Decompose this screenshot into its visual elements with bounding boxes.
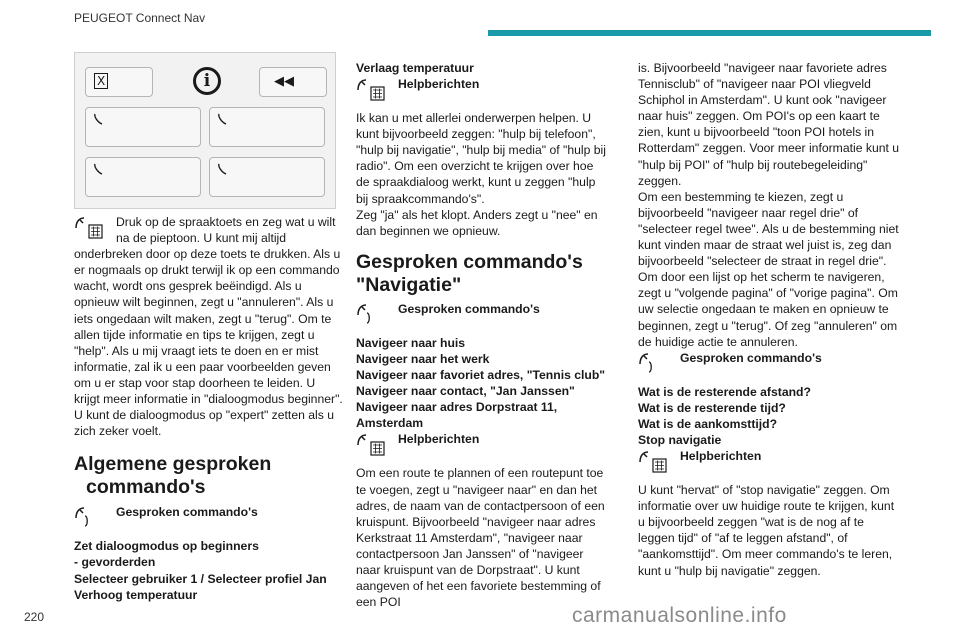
help-note [356,76,610,110]
page-number: 220 [24,610,45,624]
left-column [74,214,344,603]
commands-note [74,504,344,530]
command-line: Selecteer gebruiker 1 / Selecteer profiel Jan [74,571,327,586]
nav-commands-note [356,301,610,327]
section-heading-navigation: Gesproken commando's [356,250,583,273]
help-label: Helpberichten [398,77,480,92]
help-body-cont-2: Om een bestemming te kiezen, zegt u bijvoorbeeld "navigeer naar regel drie" of "selecteer regel twee". Als u de bestemming niet kunt vinden maar de straat wel juist is, zeg dan bijvoorbeeld "selecteer de straat in regel drie". Om door een lijst op het scherm te navigeren, zegt u "volgende pagina" of "vorige pagina". Om uw selectie ongedaan te maken en opnieuw te beginnen, zegt u "terug". Of zeg "annuleren" om de huidige actie te annuleren. [638,189,899,349]
voice-icon [638,350,668,376]
section-heading-navigation-2: "Navigatie" [356,273,462,296]
phone-tile [209,157,325,197]
watermark: carmanualsonline.info [572,604,787,627]
section-heading-general: Algemene gesproken [74,453,272,476]
command-line: Navigeer naar adres Dorpstraat 11, [356,400,558,415]
voice-grid-icon [356,76,386,102]
phone-icon [216,162,230,176]
intro-first-line: Druk op de spraaktoets en zeg wat u wilt [116,215,336,229]
intro-second-line: na de pieptoon. U kunt mij altijd [116,231,287,246]
voice-icon [356,301,386,327]
section-heading-general-2: commando's [86,476,206,499]
phone-icon [92,162,106,176]
header-accent-bar [488,30,931,36]
help-body-3: Om een route te plannen of een routepunt toe te voegen, zegt u "navigeer naar" en dan het adres, de naam van de contactpersoon of een kruispunt. Bijvoorbeeld "navigeer naar adres Kerkstraat 11 Amsterdam", "navigeer naar contactpersoon Jan Janssen" of "navigeer naar kruispunt van de Dorpstraat". U kunt aangeven of het een favoriete bestemming of een POI [356,466,605,610]
command-line: Navigeer naar huis [356,335,466,350]
voice-icon [74,504,104,530]
command-line: - gevorderden [74,555,156,570]
voice-off-tile [85,67,153,97]
voice-screen-illustration [74,52,336,209]
nav-commands-label: Gesproken commando's [398,301,540,316]
intro-note [74,214,344,246]
phone-icon [216,112,230,126]
help-body-2: Zeg "ja" als het klopt. Anders zegt u "nee" en dan beginnen we opnieuw. [356,207,598,238]
back-tile [259,67,327,97]
commands-label: Gesproken commando's [116,505,258,520]
command-line: Verlaag temperatuur [356,61,474,75]
voice-grid-icon [356,431,386,457]
command-line: Zet dialoogmodus op beginners [74,539,259,554]
right-commands-note [638,350,902,376]
voice-grid-icon [638,448,668,474]
command-line: Wat is de aankomsttijd? [638,416,778,431]
help-body-cont: is. Bijvoorbeeld "navigeer naar favoriete adres Tennisclub" of "navigeer naar POI vliegveld Schiphol in Amsterdam". U kunt ook "navigeer naar huis" zeggen. Om POI's op een kaart te zien, kunt u bijvoorbeeld "toon POI hotels in Rotterdam" zeggen. Voor meer informatie kunt u "hulp bij POI" of "hulp bij routebegeleiding" zeggen. [638,61,900,188]
right-column [638,60,902,579]
voice-off-icon: X [94,73,108,89]
command-line: Navigeer naar het werk [356,351,490,366]
right-commands-label: Gesproken commando's [680,350,822,365]
command-line: Wat is de resterende tijd? [638,400,786,415]
command-line: Amsterdam [356,416,424,431]
help-body: Ik kan u met allerlei onderwerpen helpen. U kunt bijvoorbeeld zeggen: "hulp bij telefoon", "hulp bij navigatie", "hulp bij media" of "hulp bij radio". Om een overzicht te krijgen over hoe de spraakdialoog werkt, kunt u zeggen "hulp bij spraakcommando's". [356,111,606,206]
help-note-2 [356,431,610,465]
info-icon: i [193,67,221,95]
right-help-body: U kunt "hervat" of "stop navigatie" zeggen. Om informatie over uw huidige route te krijgen, kunt u bijvoorbeeld zeggen "wat is de nog af te leggen tijd" of "af te leggen afstand", of "aankomsttijd". Om meer commando's te leren, kunt u "hulp bij navigatie" zeggen. [638,483,895,578]
phone-tile [85,157,201,197]
right-help-note [638,448,902,482]
command-line: Navigeer naar favoriet adres, "Tennis club" [356,368,606,383]
phone-tile [85,107,201,147]
phone-tile [209,107,325,147]
command-line: Navigeer naar contact, "Jan Janssen" [356,384,575,399]
middle-column [356,60,610,610]
right-help-label: Helpberichten [680,449,762,464]
back-icon: ◀◀ [274,74,294,89]
command-line: Stop navigatie [638,432,722,447]
intro-body: onderbreken door op deze toets te drukken. Als u er nogmaals op drukt terwijl ik op een commando wacht, wordt ons gesprek beëindigd. Als u opnieuw wilt beginnen, zegt u "annuleren". Als u iets ongedaan wilt maken, zegt u "terug". Om te allen tijde informatie en tips te krijgen, zegt u "help". Als u mij vraagt iets te doen en er mist informatie, zal ik u een paar voorbeelden geven om u er stap voor stap doorheen te leiden. U krijgt meer informatie in "dialoogmodus beginner". U kunt de dialoogmodus op "expert" zetten als u zich zeker voelt. [74,247,343,439]
command-line: Verhoog temperatuur [74,587,198,602]
voice-grid-icon [74,214,104,240]
command-line: Wat is de resterende afstand? [638,384,811,399]
running-header: PEUGEOT Connect Nav [74,11,206,25]
help-label-2: Helpberichten [398,432,480,447]
phone-icon [92,112,106,126]
